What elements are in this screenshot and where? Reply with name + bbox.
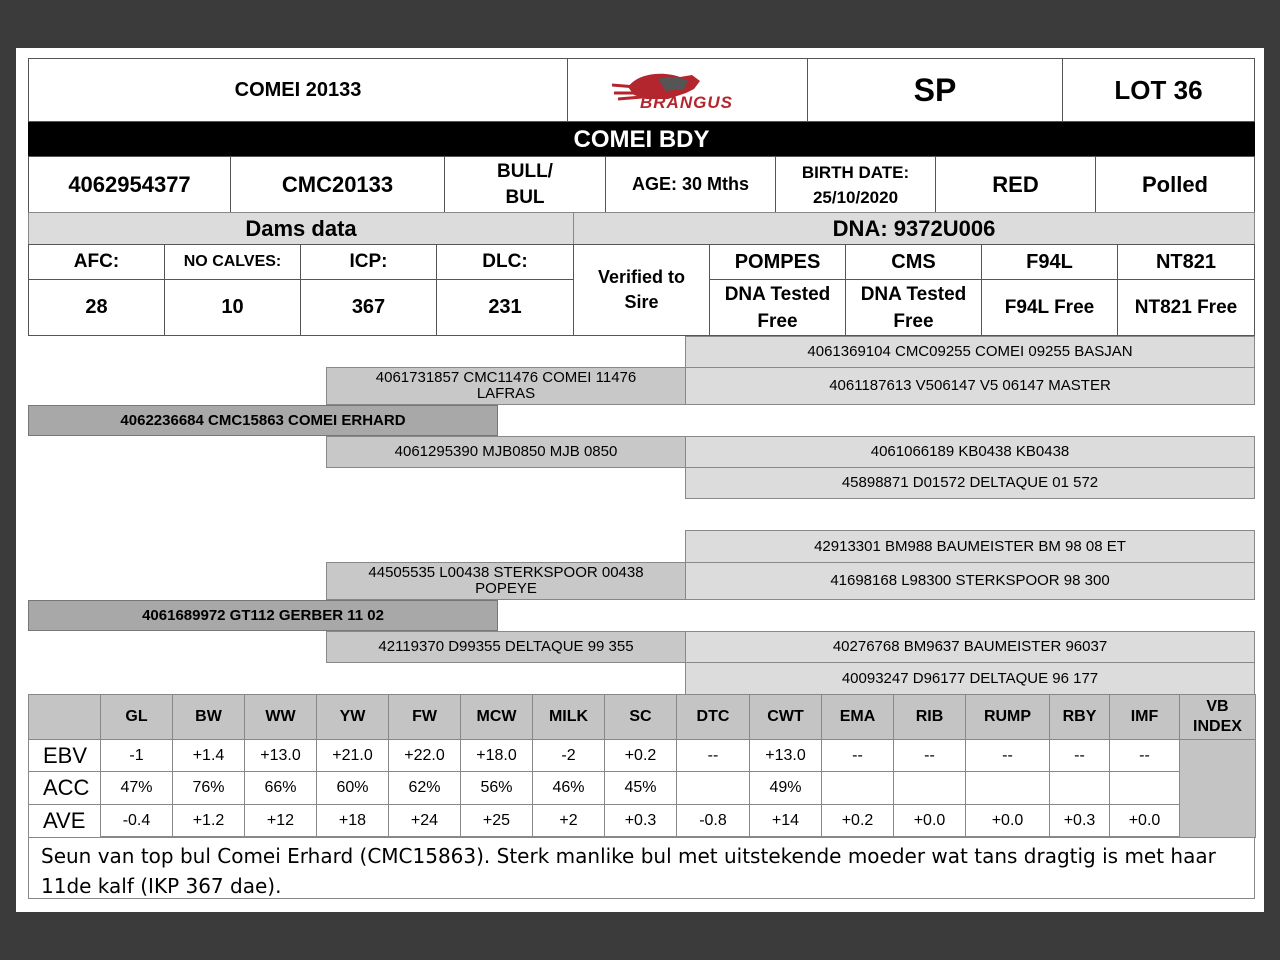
colour: RED xyxy=(935,156,1096,213)
ebv-cell: -1 xyxy=(100,739,173,772)
pedigree-sire-dam-dam: 45898871 D01572 DELTAQUE 01 572 xyxy=(685,467,1255,499)
pedigree-sire-sire-dam: 4061187613 V506147 V5 06147 MASTER xyxy=(685,367,1255,405)
ebv-cell: -- xyxy=(893,739,966,772)
icp-value: 367 xyxy=(300,279,437,336)
ebv-cell: +18.0 xyxy=(460,739,533,772)
pedigree-dam-sire-sire: 42913301 BM988 BAUMEISTER BM 98 08 ET xyxy=(685,530,1255,563)
ebv-cell: +2 xyxy=(532,804,605,838)
ebv-cell: +21.0 xyxy=(316,739,389,772)
ebv-header-cell: RBY xyxy=(1049,694,1110,740)
ebv-cell: +1.4 xyxy=(172,739,245,772)
ebv-cell: -0.4 xyxy=(100,804,173,838)
ebv-cell: +0.0 xyxy=(965,804,1050,838)
afc-value: 28 xyxy=(28,279,165,336)
ebv-header-cell: YW xyxy=(316,694,389,740)
icp-label: ICP: xyxy=(300,244,437,280)
brangus-logo xyxy=(567,58,808,122)
ebv-cell: 45% xyxy=(604,771,677,805)
ebv-cell: 56% xyxy=(460,771,533,805)
pedigree-sire-dam-sire: 4061066189 KB0438 KB0438 xyxy=(685,436,1255,468)
lot-number: LOT 36 xyxy=(1062,58,1255,122)
pedigree-dam-sire: 44505535 L00438 STERKSPOOR 00438 POPEYE xyxy=(326,562,686,600)
ebv-cell: +0.3 xyxy=(1049,804,1110,838)
header-name-code: COMEI 20133 xyxy=(28,58,568,122)
pompes-label: POMPES xyxy=(709,244,846,280)
pedigree-sire-sire-sire: 4061369104 CMC09255 COMEI 09255 BASJAN xyxy=(685,336,1255,368)
ebv-cell: 62% xyxy=(388,771,461,805)
ebv-cell xyxy=(676,771,750,805)
pedigree-dam-dam: 42119370 D99355 DELTAQUE 99 355 xyxy=(326,631,686,663)
ebv-cell xyxy=(1109,771,1180,805)
ebv-cell: +12 xyxy=(244,804,317,838)
f94l-value: F94L Free xyxy=(981,279,1118,336)
category: SP xyxy=(807,58,1063,122)
ebv-cell: 60% xyxy=(316,771,389,805)
herd-number: CMC20133 xyxy=(230,156,445,213)
ebv-cell: 76% xyxy=(172,771,245,805)
no-calves-label: NO CALVES: xyxy=(164,244,301,280)
ebv-cell: 47% xyxy=(100,771,173,805)
ebv-header-cell: MCW xyxy=(460,694,533,740)
ebv-cell: +1.2 xyxy=(172,804,245,838)
cms-label: CMS xyxy=(845,244,982,280)
ebv-cell xyxy=(965,771,1050,805)
age: AGE: 30 Mths xyxy=(605,156,776,213)
ebv-header-cell: VB INDEX xyxy=(1179,694,1256,740)
ebv-cell: +0.2 xyxy=(821,804,894,838)
ebv-cell xyxy=(1049,771,1110,805)
dlc-value: 231 xyxy=(436,279,574,336)
no-calves-value: 10 xyxy=(164,279,301,336)
ebv-cell: +22.0 xyxy=(388,739,461,772)
ebv-cell: -2 xyxy=(532,739,605,772)
ebv-row-label: AVE xyxy=(28,804,101,838)
ebv-header-cell: MILK xyxy=(532,694,605,740)
afc-label: AFC: xyxy=(28,244,165,280)
ebv-header-blank xyxy=(28,694,101,740)
ebv-cell: -0.8 xyxy=(676,804,750,838)
ebv-header-cell: WW xyxy=(244,694,317,740)
pedigree-dam-sire-dam: 41698168 L98300 STERKSPOOR 98 300 xyxy=(685,562,1255,600)
ebv-cell: +0.3 xyxy=(604,804,677,838)
ebv-header-cell: RIB xyxy=(893,694,966,740)
ebv-header-cell: DTC xyxy=(676,694,750,740)
horn-status: Polled xyxy=(1095,156,1255,213)
sex: BULL/ BUL xyxy=(444,156,606,213)
ebv-cell: -- xyxy=(965,739,1050,772)
ebv-cell xyxy=(893,771,966,805)
ebv-header-cell: EMA xyxy=(821,694,894,740)
ebv-header-cell: IMF xyxy=(1109,694,1180,740)
pedigree-sire-sire: 4061731857 CMC11476 COMEI 11476 LAFRAS xyxy=(326,367,686,405)
dna-title: DNA: 9372U006 xyxy=(573,212,1255,245)
ebv-cell: +13.0 xyxy=(244,739,317,772)
pompes-value: DNA Tested Free xyxy=(709,279,846,336)
ebv-cell: +13.0 xyxy=(749,739,822,772)
pedigree-dam: 4061689972 GT112 GERBER 11 02 xyxy=(28,600,498,631)
comment: Seun van top bul Comei Erhard (CMC15863). Sterk manlike bul met uitstekende moeder wat tans dragtig is met haar 11de kalf (IKP 367 dae). xyxy=(28,836,1255,899)
ebv-cell: -- xyxy=(821,739,894,772)
ebv-cell: 46% xyxy=(532,771,605,805)
ebv-header-cell: GL xyxy=(100,694,173,740)
dlc-label: DLC: xyxy=(436,244,574,280)
vb-index-value xyxy=(1179,739,1256,838)
ebv-cell: -- xyxy=(676,739,750,772)
lot-card xyxy=(16,48,1264,912)
ebv-cell: +24 xyxy=(388,804,461,838)
ebv-cell: +25 xyxy=(460,804,533,838)
ebv-row-label: ACC xyxy=(28,771,101,805)
ebv-cell xyxy=(821,771,894,805)
ebv-header-cell: FW xyxy=(388,694,461,740)
pedigree-dam-dam-dam: 40093247 D96177 DELTAQUE 96 177 xyxy=(685,662,1255,695)
f94l-label: F94L xyxy=(981,244,1118,280)
ebv-cell: +0.0 xyxy=(893,804,966,838)
ebv-cell: 66% xyxy=(244,771,317,805)
ebv-header-cell: RUMP xyxy=(965,694,1050,740)
ebv-cell: 49% xyxy=(749,771,822,805)
nt821-value: NT821 Free xyxy=(1117,279,1255,336)
dams-data-title: Dams data xyxy=(28,212,574,245)
ebv-cell: +14 xyxy=(749,804,822,838)
birth-date: BIRTH DATE: 25/10/2020 xyxy=(775,156,936,213)
pedigree-sire: 4062236684 CMC15863 COMEI ERHARD xyxy=(28,405,498,436)
ebv-cell: -- xyxy=(1049,739,1110,772)
ebv-header-cell: BW xyxy=(172,694,245,740)
registration-number: 4062954377 xyxy=(28,156,231,213)
ebv-cell: +0.2 xyxy=(604,739,677,772)
pedigree-dam-dam-sire: 40276768 BM9637 BAUMEISTER 96037 xyxy=(685,631,1255,663)
ebv-cell: +0.0 xyxy=(1109,804,1180,838)
logo-text: BRANGUS xyxy=(640,93,733,112)
cms-value: DNA Tested Free xyxy=(845,279,982,336)
nt821-label: NT821 xyxy=(1117,244,1255,280)
ebv-header-cell: SC xyxy=(604,694,677,740)
ebv-row-label: EBV xyxy=(28,739,101,772)
verified-to-sire: Verified to Sire xyxy=(573,244,710,336)
ebv-cell: -- xyxy=(1109,739,1180,772)
ebv-cell: +18 xyxy=(316,804,389,838)
animal-title: COMEI BDY xyxy=(28,122,1255,157)
ebv-header-cell: CWT xyxy=(749,694,822,740)
pedigree-sire-dam: 4061295390 MJB0850 MJB 0850 xyxy=(326,436,686,468)
